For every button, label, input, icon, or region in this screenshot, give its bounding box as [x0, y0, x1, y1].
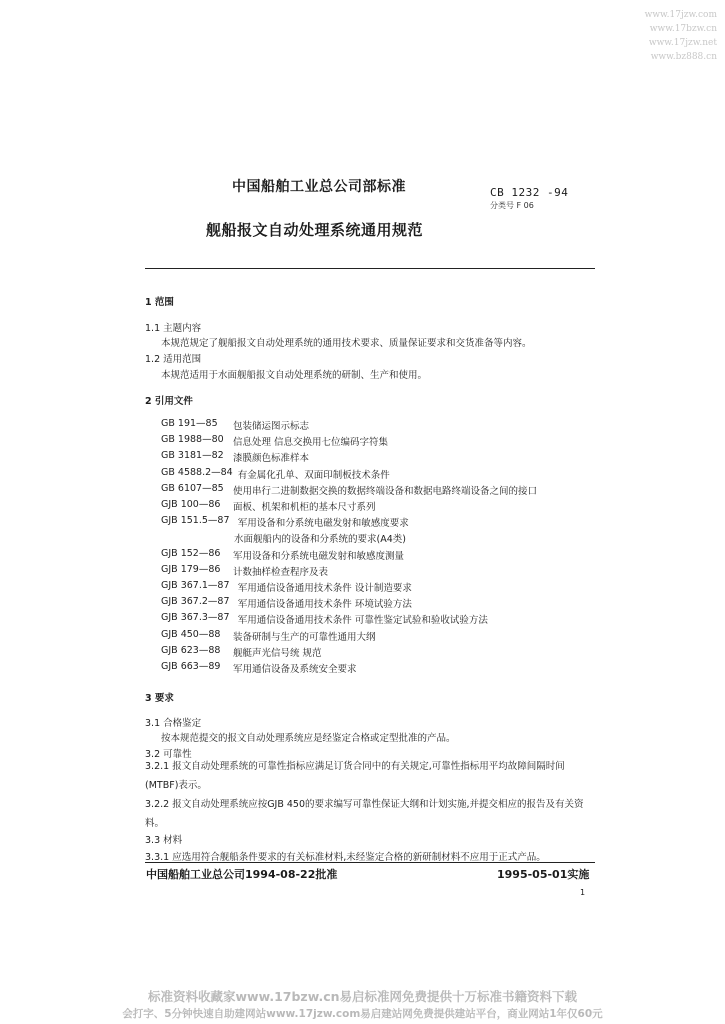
section-3-2-2-text: 3.2.2 报文自动处理系统应按GJB 450的要求编写可靠性保证大纲和计划实施,并提交相应的报告及有关资料。 [145, 799, 584, 829]
reference-code: GJB 100—86 [161, 499, 221, 510]
reference-title: 舰艇声光信号统 规范 [233, 647, 322, 659]
reference-title: 军用通信设备通用技术条件 环境试验方法 [237, 599, 412, 611]
reference-title: 军用通信设备通用技术条件 设计制造要求 [237, 583, 412, 594]
watermark-line: www.bz888.cn [650, 52, 717, 62]
reference-code: GB 4588.2—84 [161, 466, 233, 478]
reference-code: GJB 151.5—87 [161, 515, 230, 527]
approval-date: 中国船舶工业总公司1994-08-22批准 [146, 868, 338, 881]
ad-banner-line-1: 标准资料收藏家www.17bzw.cn易启标准网免费提供十万标准书籍资料下载 [147, 989, 578, 1004]
section-2-heading: 2 引用文件 [145, 396, 193, 407]
section-3-heading: 3 要求 [145, 693, 174, 704]
reference-title: 计数抽样检查程序及表 [233, 566, 329, 578]
header-rule [145, 268, 595, 269]
reference-title: 军用设备和分系统电磁发射和敏感度测量 [233, 550, 405, 562]
effective-date: 1995-05-01实施 [497, 868, 590, 881]
reference-title: 军用设备和分系统电磁发射和敏感度要求 [237, 518, 409, 530]
reference-code: GJB 152—86 [161, 547, 221, 559]
reference-title: 军用通信设备通用技术条件 可靠性鉴定试验和验收试验方法 [237, 615, 488, 627]
footer-rule [145, 862, 595, 863]
section-3-1-text: 按本规范提交的报文自动处理系统应是经鉴定合格或定型批准的产品。 [161, 733, 456, 744]
reference-code: GJB 663—89 [161, 661, 221, 672]
reference-title: 装备研制与生产的可靠性通用大纲 [233, 631, 376, 643]
reference-code: GJB 367.2—87 [161, 596, 230, 608]
section-3-3-heading: 3.3 材料 [145, 835, 183, 846]
reference-title: 使用串行二进制数据交换的数据终端设备和数据电路终端设备之间的接口 [233, 485, 538, 497]
reference-title: 有金属化孔单、双面印制板技术条件 [237, 469, 390, 481]
reference-code: GB 3181—82 [161, 450, 224, 462]
reference-title: 信息处理 信息交换用七位编码字符集 [233, 437, 389, 449]
reference-code: GJB 450—88 [161, 628, 221, 640]
reference-title: 包装储运图示标志 [233, 421, 310, 432]
watermark-line: www.17jzw.com [644, 10, 717, 20]
section-3-3-1-text: 3.3.1 应选用符合舰船条件要求的有关标准材料,未经鉴定合格的新研制材料不应用于正式产品。 [145, 852, 546, 863]
standard-code: CB 1232 -94 [490, 186, 569, 199]
section-1-1-heading: 1.1 主题内容 [145, 323, 202, 334]
section-1-2-text: 本规范适用于水面舰船报文自动处理系统的研制、生产和使用。 [161, 370, 428, 381]
section-3-2-1-text: 3.2.1 报文自动处理系统的可靠性指标应满足订货合同中的有关规定,可靠性指标用平均故障间隔时间(MTBF)表示。 [145, 761, 565, 791]
reference-title: 漆膜颜色标准样本 [233, 453, 310, 465]
reference-code: GJB 367.3—87 [161, 612, 230, 624]
reference-code: GJB 179—86 [161, 563, 221, 575]
section-1-2-heading: 1.2 适用范围 [145, 354, 202, 365]
watermark-line: www.17bzw.cn [649, 24, 717, 34]
reference-code: GJB 623—88 [161, 644, 221, 656]
reference-code: GB 1988—80 [161, 434, 224, 446]
section-1-heading: 1 范围 [145, 297, 174, 308]
standard-organization: 中国船舶工业总公司部标准 [232, 179, 406, 195]
document-title: 舰船报文自动处理系统通用规范 [206, 221, 424, 239]
section-3-2-heading: 3.2 可靠性 [145, 749, 192, 760]
watermark [645, 8, 717, 64]
reference-title: 军用通信设备及系统安全要求 [233, 664, 357, 675]
page-number: 1 [580, 888, 586, 897]
reference-title: 面板、机架和机柜的基本尺寸系列 [233, 502, 376, 513]
reference-title: 水面舰船内的设备和分系统的要求(A4类) [234, 534, 406, 546]
section-3-1-heading: 3.1 合格鉴定 [145, 718, 202, 729]
classification-number: 分类号 F 06 [490, 201, 534, 210]
reference-code: GB 6107—85 [161, 482, 224, 494]
ad-banner-line-2: 会打字、5分钟快速自助建网站www.17jzw.com易启建站网免费提供建站平台，商业网站1年仅60元 [122, 1008, 603, 1020]
watermark-line: www.17jzw.net [648, 38, 717, 48]
section-1-1-text: 本规范规定了舰船报文自动处理系统的通用技术要求、质量保证要求和交货准备等内容。 [161, 338, 532, 349]
reference-code: GB 191—85 [161, 418, 218, 429]
reference-code: GJB 367.1—87 [161, 580, 230, 591]
